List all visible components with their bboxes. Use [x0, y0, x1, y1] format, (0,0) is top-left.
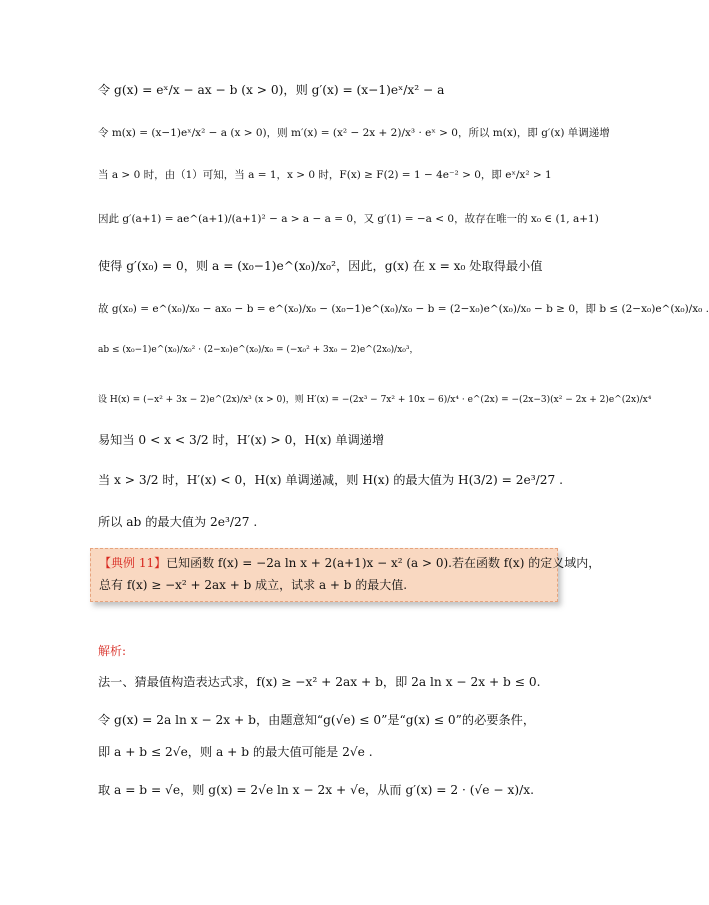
solution-line-3: 即 a + b ≤ 2√e，则 a + b 的最大值可能是 2√e . — [98, 745, 373, 759]
derivation-line-1: 令 g(x) = eˣ/x − ax − b (x > 0)，则 g′(x) = (x−1)eˣ/x² − a — [98, 83, 445, 97]
derivation-line-5: 使得 g′(x₀) = 0，则 a = (x₀−1)e^(x₀)/x₀²，因此，g(x) 在 x = x₀ 处取得最小值 — [98, 259, 543, 273]
derivation-line-7: ab ≤ (x₀−1)e^(x₀)/x₀² · (2−x₀)e^(x₀)/x₀ = (−x₀² + 3x₀ − 2)e^(2x₀)/x₀³， — [98, 345, 419, 355]
example-tag: 【典例 11】 — [99, 556, 167, 570]
derivation-line-9: 易知当 0 < x < 3/2 时，H′(x) > 0，H(x) 单调递增 — [98, 433, 385, 447]
example-text-1: 已知函数 f(x) = −2a ln x + 2(a+1)x − x² (a > 0).若在函数 f(x) 的定义域内， — [166, 556, 601, 570]
solution-line-2: 令 g(x) = 2a ln x − 2x + b，由题意知“g(√e) ≤ 0”是“g(x) ≤ 0”的必要条件， — [98, 713, 536, 727]
example-line-1 — [99, 556, 601, 572]
derivation-line-8: 设 H(x) = (−x² + 3x − 2)e^(2x)/x³ (x > 0)，则 H′(x) = −(2x³ − 7x² + 10x − 6)/x⁴ · e^(2x) = −(2x−3)(x² − 2x + 2)e^(2x)/x⁴ — [98, 395, 652, 405]
derivation-line-10: 当 x > 3/2 时，H′(x) < 0，H(x) 单调递减，则 H(x) 的最大值为 H(3/2) = 2e³/27 . — [98, 473, 563, 487]
solution-line-4: 取 a = b = √e，则 g(x) = 2√e ln x − 2x + √e，从而 g′(x) = 2 · (√e − x)/x. — [98, 783, 534, 797]
example-box — [90, 548, 601, 602]
derivation-line-3: 当 a > 0 时，由（1）可知，当 a = 1，x > 0 时，F(x) ≥ F(2) = 1 − 4e⁻² > 0，即 eˣ/x² > 1 — [98, 169, 552, 181]
derivation-line-2: 令 m(x) = (x−1)eˣ/x² − a (x > 0)，则 m′(x) = (x² − 2x + 2)/x³ · eˣ > 0，所以 m(x)，即 g′(x) 单调递增 — [98, 127, 610, 139]
solution-label: 解析: — [98, 644, 127, 658]
example-line-2: 总有 f(x) ≥ −x² + 2ax + b 成立，试求 a + b 的最大值. — [99, 578, 408, 592]
derivation-line-11: 所以 ab 的最大值为 2e³/27 . — [98, 515, 258, 529]
solution-line-1: 法一、猜最值构造表达式求，f(x) ≥ −x² + 2ax + b，即 2a ln x − 2x + b ≤ 0. — [98, 675, 541, 689]
derivation-line-4: 因此 g′(a+1) = ae^(a+1)/(a+1)² − a > a − a = 0，又 g′(1) = −a < 0，故存在唯一的 x₀ ∈ (1, a+1) — [98, 213, 599, 225]
derivation-line-6: 故 g(x₀) = e^(x₀)/x₀ − ax₀ − b = e^(x₀)/x₀ − (x₀−1)e^(x₀)/x₀ − b = (2−x₀)e^(x₀)/x₀ − b ≥ 0，即 b ≤ (2−x₀)e^(x₀)/x₀ . — [98, 303, 709, 315]
